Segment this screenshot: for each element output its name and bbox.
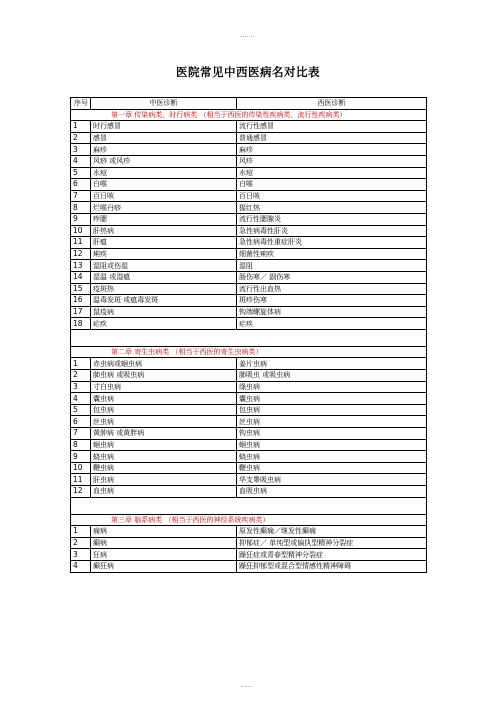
row-number: 1: [71, 121, 91, 133]
western-diagnosis: 白喉: [237, 179, 427, 191]
table-row: [71, 439, 427, 451]
western-diagnosis: 丝虫病: [237, 416, 427, 428]
row-number: 6: [71, 179, 91, 191]
table-row: [71, 381, 427, 393]
chapter-heading: 第二章 寄生虫病类 （相当于西医的寄生虫病类）: [71, 346, 427, 358]
row-number: 15: [71, 283, 91, 295]
table-row: [71, 416, 427, 428]
tcm-diagnosis: 感冒: [91, 132, 237, 144]
western-diagnosis: 蛲虫病: [237, 451, 427, 463]
header-no: 序号: [71, 98, 91, 110]
table-row: [71, 225, 427, 237]
tcm-diagnosis: 丝虫病: [91, 416, 237, 428]
table-row: [71, 560, 427, 572]
table-row: [71, 132, 427, 144]
row-number: 18: [71, 318, 91, 330]
western-diagnosis: 包虫病: [237, 404, 427, 416]
chapter-heading: 第一章 传染病类、时行病类 （相当于西医的传染性疾病类、流行性疾病类）: [71, 109, 427, 121]
western-diagnosis: 肺吸虫 或吸虫病: [237, 370, 427, 382]
western-diagnosis: 绦虫病: [237, 381, 427, 393]
row-number: 11: [71, 474, 91, 486]
row-number: 7: [71, 190, 91, 202]
row-number: 1: [71, 358, 91, 370]
tcm-diagnosis: 肝虫病: [91, 474, 237, 486]
tcm-diagnosis: 肝热病: [91, 225, 237, 237]
disease-comparison-table: [70, 97, 427, 573]
table-row: [71, 318, 427, 330]
tcm-diagnosis: 赤虫病或蛔虫病: [91, 358, 237, 370]
chapter-heading: 第三章 脑系病类 （相当于西医的神经系统疾病类）: [71, 514, 427, 526]
table-row: [71, 155, 427, 167]
table-row: [71, 213, 427, 225]
table-row: [71, 462, 427, 474]
row-number: 9: [71, 213, 91, 225]
table-row: [71, 190, 427, 202]
western-diagnosis: 麻疹: [237, 144, 427, 156]
row-number: 12: [71, 248, 91, 260]
tcm-diagnosis: 囊虫病: [91, 393, 237, 405]
table-spacer-row: [71, 497, 427, 514]
western-diagnosis: 流行性出血热: [237, 283, 427, 295]
row-number: 10: [71, 462, 91, 474]
table-row: [71, 549, 427, 561]
western-diagnosis: 蛔虫病: [237, 439, 427, 451]
tcm-diagnosis: 水痘: [91, 167, 237, 179]
row-number: 13: [71, 260, 91, 272]
western-diagnosis: 风疹: [237, 155, 427, 167]
table-row: [71, 474, 427, 486]
table-row: [71, 179, 427, 191]
table-row: [71, 428, 427, 440]
header-western: 西医诊断: [237, 98, 427, 110]
table-spacer-row: [71, 329, 427, 346]
western-diagnosis: 血吸虫病: [237, 486, 427, 498]
western-diagnosis: 躁狂抑郁型或混合型情感性精神障碍: [237, 560, 427, 572]
table-header-row: [71, 98, 427, 110]
row-number: 2: [71, 370, 91, 382]
header-tcm: 中医诊断: [91, 98, 237, 110]
row-number: 4: [71, 393, 91, 405]
tcm-diagnosis: 麻疹: [91, 144, 237, 156]
row-number: 6: [71, 416, 91, 428]
row-number: 4: [71, 560, 91, 572]
tcm-diagnosis: 狂病: [91, 549, 237, 561]
tcm-diagnosis: 烂喉丹痧: [91, 202, 237, 214]
chapter-heading-row: [71, 109, 427, 121]
tcm-diagnosis: 疫斑热: [91, 283, 237, 295]
row-number: 1: [71, 526, 91, 538]
western-diagnosis: 流行性腮腺炎: [237, 213, 427, 225]
western-diagnosis: 湿阻: [237, 260, 427, 272]
row-number: 7: [71, 428, 91, 440]
western-diagnosis: 疟疾: [237, 318, 427, 330]
table-row: [71, 486, 427, 498]
western-diagnosis: 斑疹伤寒: [237, 295, 427, 307]
tcm-diagnosis: 肺虫病 或吸虫病: [91, 370, 237, 382]
row-number: 8: [71, 439, 91, 451]
western-diagnosis: 钩虫病: [237, 428, 427, 440]
western-diagnosis: 华支睾吸虫病: [237, 474, 427, 486]
tcm-diagnosis: 蛔虫病: [91, 439, 237, 451]
tcm-diagnosis: 湿温 或湿瘟: [91, 271, 237, 283]
table-row: [71, 121, 427, 133]
footer-mark: [241, 686, 253, 690]
tcm-diagnosis: 疟疾: [91, 318, 237, 330]
table-row: [71, 260, 427, 272]
spacer-cell: [71, 497, 427, 514]
western-diagnosis: 水痘: [237, 167, 427, 179]
table-row: [71, 295, 427, 307]
header-mark: [240, 36, 254, 40]
row-number: 4: [71, 155, 91, 167]
row-number: 3: [71, 144, 91, 156]
western-diagnosis: 鞭虫病: [237, 462, 427, 474]
table-row: [71, 283, 427, 295]
table-row: [71, 537, 427, 549]
table-row: [71, 393, 427, 405]
tcm-diagnosis: 肝瘟: [91, 237, 237, 249]
chapter-heading-row: [71, 514, 427, 526]
table-row: [71, 526, 427, 538]
table-row: [71, 451, 427, 463]
tcm-diagnosis: 痄腮: [91, 213, 237, 225]
spacer-cell: [71, 329, 427, 346]
page-title: 医院常见中西医病名对比表: [176, 65, 320, 79]
row-number: 10: [71, 225, 91, 237]
row-number: 3: [71, 381, 91, 393]
western-diagnosis: 原发性癫痫／继发性癫痫: [237, 526, 427, 538]
table-row: [71, 248, 427, 260]
table-row: [71, 237, 427, 249]
table-row: [71, 167, 427, 179]
western-diagnosis: 囊虫病: [237, 393, 427, 405]
row-number: 2: [71, 132, 91, 144]
western-diagnosis: 百日咳: [237, 190, 427, 202]
row-number: 11: [71, 237, 91, 249]
table-row: [71, 370, 427, 382]
tcm-diagnosis: 白喉: [91, 179, 237, 191]
tcm-diagnosis: 血虫病: [91, 486, 237, 498]
row-number: 17: [71, 306, 91, 318]
western-diagnosis: 细菌性痢疾: [237, 248, 427, 260]
tcm-diagnosis: 温毒发斑 或瘟毒发斑: [91, 295, 237, 307]
tcm-diagnosis: 黄肿病 或黄胖病: [91, 428, 237, 440]
tcm-diagnosis: 癫病: [91, 537, 237, 549]
tcm-diagnosis: 蛲虫病: [91, 451, 237, 463]
tcm-diagnosis: 百日咳: [91, 190, 237, 202]
row-number: 3: [71, 549, 91, 561]
table-row: [71, 271, 427, 283]
table-row: [71, 358, 427, 370]
table-row: [71, 404, 427, 416]
row-number: 8: [71, 202, 91, 214]
tcm-diagnosis: 时行感冒: [91, 121, 237, 133]
tcm-diagnosis: 寸白虫病: [91, 381, 237, 393]
western-diagnosis: 姜片虫病: [237, 358, 427, 370]
western-diagnosis: 流行性感冒: [237, 121, 427, 133]
row-number: 14: [71, 271, 91, 283]
table-row: [71, 306, 427, 318]
table-row: [71, 202, 427, 214]
row-number: 5: [71, 167, 91, 179]
tcm-diagnosis: 痫病: [91, 526, 237, 538]
table-row: [71, 144, 427, 156]
tcm-diagnosis: 包虫病: [91, 404, 237, 416]
row-number: 9: [71, 451, 91, 463]
western-diagnosis: 抑郁症／ 单纯型或偏执型精神分裂症: [237, 537, 427, 549]
tcm-diagnosis: 风痧 或风疹: [91, 155, 237, 167]
western-diagnosis: 普通感冒: [237, 132, 427, 144]
western-diagnosis: 钩端螺旋体病: [237, 306, 427, 318]
tcm-diagnosis: 鞭虫病: [91, 462, 237, 474]
western-diagnosis: 躁狂症或青春型精神分裂症: [237, 549, 427, 561]
row-number: 16: [71, 295, 91, 307]
chapter-heading-row: [71, 346, 427, 358]
tcm-diagnosis: 鼠疫病: [91, 306, 237, 318]
row-number: 2: [71, 537, 91, 549]
row-number: 12: [71, 486, 91, 498]
western-diagnosis: 急性病毒性重症肝炎: [237, 237, 427, 249]
western-diagnosis: 急性病毒性肝炎: [237, 225, 427, 237]
western-diagnosis: 猩红热: [237, 202, 427, 214]
western-diagnosis: 肠伤寒／ 副伤寒: [237, 271, 427, 283]
tcm-diagnosis: 癫狂病: [91, 560, 237, 572]
row-number: 5: [71, 404, 91, 416]
tcm-diagnosis: 痢疾: [91, 248, 237, 260]
tcm-diagnosis: 湿阻或伤湿: [91, 260, 237, 272]
